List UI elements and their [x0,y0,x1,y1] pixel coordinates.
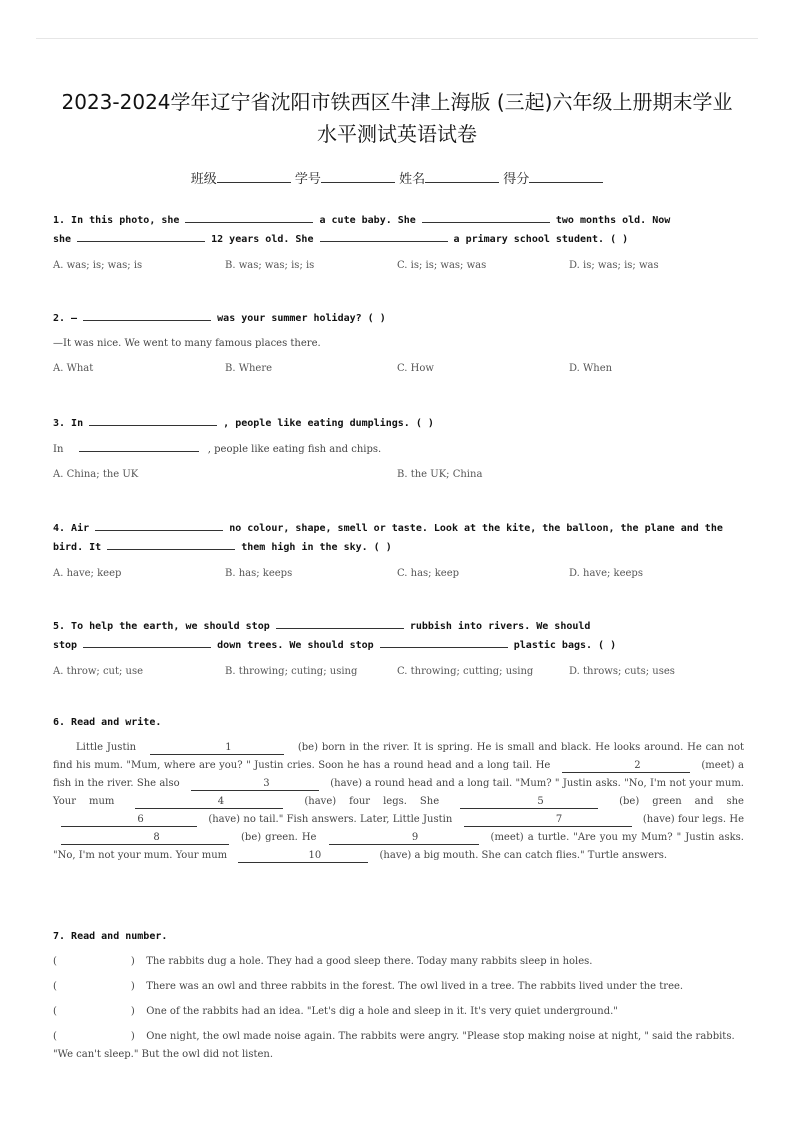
answer-blank[interactable] [276,617,404,629]
page-title [40,86,754,150]
reading-passage: Little Justin 1 (be) born in the river. It is spring. He is small and black. He looks around. He can not find his mum. "Mum, where are you? " Justin cries. Soon he has a round head and a long tail. He 2 (meet) a fish in the river. She also 3 (have) a round head and a long tail. "Mum? " Justin asks. "No, I'm not your mum. Your mum 4 (have) four legs. She 5 (be) green and she 6 (have) no tail." Fish answers. Later, Little Justin 7 (have) four legs. He 8 (be) green. He 9 (meet) a turtle. "Are you my Mum? " Justin asks. "No, I'm not your mum. Your mum 10 (have) a big mouth. She can catch flies." Turtle answers. [53,742,745,861]
title-line-2: 水平测试英语试卷 [317,122,477,146]
class-label: 班级 [190,172,217,187]
answer-blank[interactable] [185,211,313,223]
number-box[interactable]: ( ) [53,981,135,992]
option-c[interactable]: C. is; is; was; was [397,260,487,271]
number-blank[interactable] [321,170,395,183]
question-1 [53,211,744,275]
options-row [53,663,744,681]
numbered-blank[interactable]: 8 [61,832,229,845]
number-box[interactable]: ( ) [53,1006,135,1017]
list-item: ( ) There was an owl and three rabbits in the forest. The owl lived in a tree. The rabbits lived under the tree. [53,978,744,996]
question-5 [53,617,744,681]
section-heading: 7. Read and number. [53,931,168,942]
answer-blank[interactable] [83,309,211,321]
option-c[interactable]: C. How [397,363,434,374]
question-6 [53,714,744,865]
numbered-blank[interactable]: 5 [460,796,598,809]
question-stem: bird. It them high in the sky. ( ) [53,538,744,557]
option-c[interactable]: C. throwing; cutting; using [397,666,534,677]
list-item: ( ) The rabbits dug a hole. They had a good sleep there. Today many rabbits sleep in holes. [53,953,744,971]
answer-blank[interactable] [320,230,448,242]
option-d[interactable]: D. have; keeps [569,568,643,579]
numbered-blank[interactable]: 6 [61,814,197,827]
numbered-blank[interactable]: 2 [562,760,690,773]
options-row [53,565,744,583]
class-blank[interactable] [217,170,291,183]
answer-blank[interactable] [89,414,217,426]
dialogue-answer: —It was nice. We went to many famous places there. [53,338,321,349]
number-box[interactable]: ( ) [53,1031,135,1042]
number-box[interactable]: ( ) [53,956,135,967]
option-b[interactable]: B. was; was; is; is [225,260,315,271]
question-2 [53,309,744,378]
answer-blank[interactable] [77,230,205,242]
section-heading: 6. Read and write. [53,717,162,728]
option-a[interactable]: A. throw; cut; use [53,666,144,677]
option-a[interactable]: A. was; is; was; is [53,260,143,271]
ordering-list [53,953,744,1064]
name-label: 姓名 [399,172,426,187]
question-stem: 1. In this photo, she a cute baby. She two months old. Now [53,211,744,230]
numbered-blank[interactable]: 3 [191,778,319,791]
title-line-1: 2023-2024学年辽宁省沈阳市铁西区牛津上海版 (三起)六年级上册期末学业 [61,90,733,114]
option-a[interactable]: A. China; the UK [53,469,139,480]
list-item: ( ) One night, the owl made noise again. The rabbits were angry. "Please stop making noise at night, " said the rabbits. "We can't sleep." But the owl did not listen. [53,1028,744,1064]
options-row [53,466,744,484]
numbered-blank[interactable]: 9 [329,832,479,845]
option-d[interactable]: D. is; was; is; was [569,260,659,271]
number-label: 学号 [294,172,321,187]
answer-blank[interactable] [422,211,550,223]
student-info-row [0,168,794,187]
option-d[interactable]: D. When [569,363,613,374]
score-label: 得分 [503,172,530,187]
numbered-blank[interactable]: 4 [135,796,283,809]
name-blank[interactable] [425,170,499,183]
answer-blank[interactable] [83,636,211,648]
option-a[interactable]: A. have; keep [53,568,122,579]
options-row [53,360,744,378]
numbered-blank[interactable]: 1 [150,742,284,755]
option-b[interactable]: B. the UK; China [397,469,483,480]
question-stem: 4. Air no colour, shape, smell or taste. Look at the kite, the balloon, the plane and the [53,519,744,538]
question-line: In , people like eating fish and chips. [53,440,744,459]
answer-blank[interactable] [79,440,199,452]
option-b[interactable]: B. throwing; cuting; using [225,666,358,677]
question-3 [53,414,744,484]
option-b[interactable]: B. Where [225,363,273,374]
option-d[interactable]: D. throws; cuts; uses [569,666,675,677]
answer-blank[interactable] [95,519,223,531]
answer-blank[interactable] [107,538,235,550]
option-c[interactable]: C. has; keep [397,568,460,579]
options-row [53,257,744,275]
question-stem: she 12 years old. She a primary school student. ( ) [53,230,744,249]
numbered-blank[interactable]: 10 [238,850,368,863]
list-item: ( ) One of the rabbits had an idea. "Let's dig a hole and sleep in it. It's very quiet underground." [53,1003,744,1021]
option-b[interactable]: B. has; keeps [225,568,293,579]
question-stem: stop down trees. We should stop plastic bags. ( ) [53,636,744,655]
answer-blank[interactable] [380,636,508,648]
numbered-blank[interactable]: 7 [464,814,632,827]
header-divider [36,38,758,39]
question-stem: 5. To help the earth, we should stop rubbish into rivers. We should [53,617,744,636]
question-7 [53,928,744,1071]
question-4 [53,519,744,583]
question-stem: 2. — was your summer holiday? ( ) [53,309,744,328]
option-a[interactable]: A. What [53,363,94,374]
score-blank[interactable] [529,170,603,183]
question-stem: 3. In , people like eating dumplings. ( ) [53,414,744,433]
